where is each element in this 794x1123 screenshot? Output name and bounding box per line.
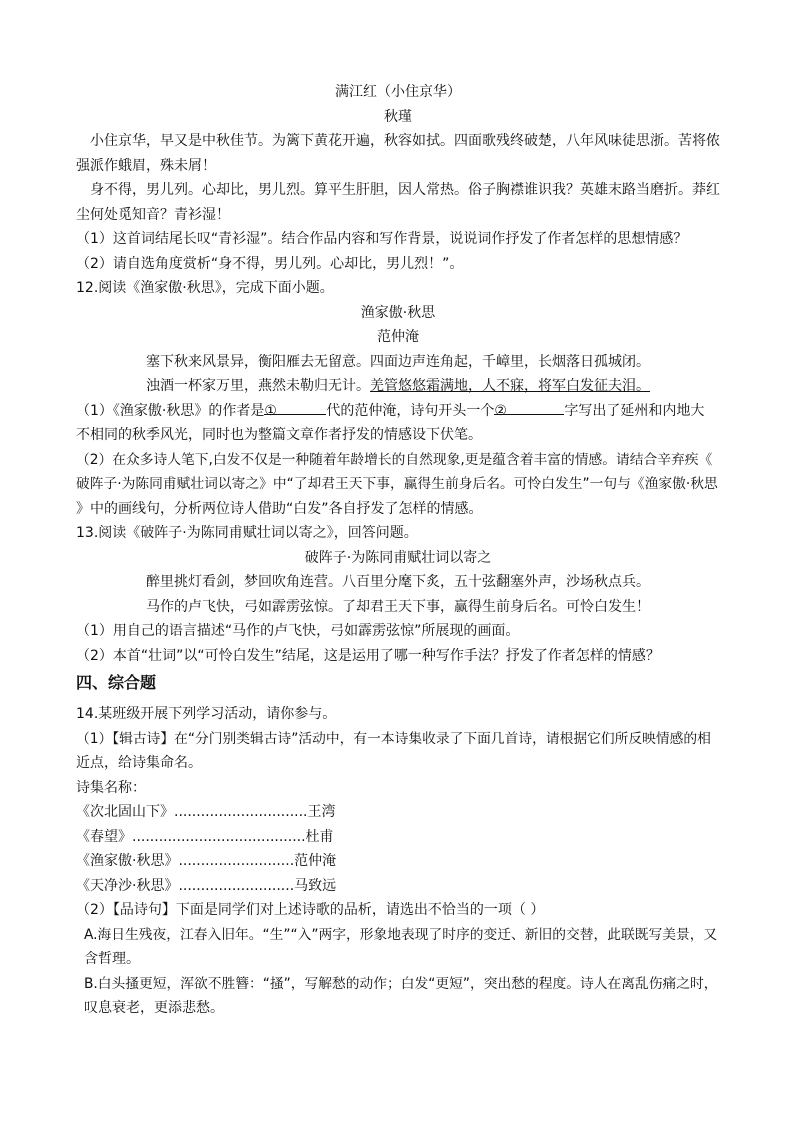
poem-author: 范仲淹 [377,329,419,345]
section-heading: 四、综合题 [76,673,157,692]
question-text [76,399,720,424]
poem-title: 破阵子·为陈同甫赋壮词以寄之 [304,549,492,566]
question-text: （2）请自选角度赏析“身不得，男儿列。心却比，男儿烈！”。 [76,255,464,272]
poem-text-line: 马作的卢飞快，弓如霹雳弦惊。了却君王天下事，赢得生前身后名。可怜白发生！ [146,598,650,615]
poem-title: 渔家傲·秋思 [360,304,436,321]
poem-title: 满江红（小住京华） [335,84,461,100]
question-text: 》中的画线句，分析两位诗人借助“白发”各自抒发了怎样的情感。 [76,500,483,517]
poem-text-line: 小住京华，早又是中秋佳节。为篱下黄花开遍，秋容如拭。四面歌残终破楚，八年风味徒思浙。苦将侬 [90,133,720,149]
question-heading: 14.某班级开展下列学习活动，请你参与。 [76,706,337,722]
question-text: （1）这首词结尾长叹“青衫湿”。结合作品内容和写作背景，说说词作抒发了作者怎样的思想情感？ [76,231,688,247]
poem-text-line: 尘何处觅知音？青衫湿！ [76,206,230,223]
poem-text-line: 强派作蛾眉，殊未屑！ [76,157,216,174]
question-text: 近点，给诗集命名。 [76,755,202,771]
poem-text-line: 塞下秋来风景异，衡阳雁去无留意。四面边声连角起，千嶂里，长烟落日孤城闭。 [146,353,650,370]
blank-number: ① [264,402,277,419]
poem-author: 秋瑾 [384,108,412,125]
question-text: （2）本首“壮词”以“可怜白发生”结尾，这是运用了哪一种写作手法？抒发了作者怎样的情感？ [76,647,660,664]
option-a: A.海日生残夜，江春入旧年。“生”“入”两字，形象地表现了时序的变迁、新旧的交替，此联既写美景，又 [84,926,718,943]
collection-name-label: 诗集名称： [76,779,146,796]
poem-text-line: 身不得，男儿列。心却比，男儿烈。算平生肝胆，因人常热。俗子胸襟谁识我？英雄末路当磨折。莽红 [90,182,720,198]
question-text: （1）【辑古诗】在“分门别类辑古诗”活动中，有一本诗集收录了下面几首诗，请根据它们所反映情感的相 [76,730,711,747]
question-text: （2）【品诗句】下面是同学们对上述诗歌的品析，请选出不恰当的一项（ ） [76,902,545,918]
underlined-line: 羌管悠悠霜满地，人不寐，将军白发征夫泪。 [370,378,650,394]
answer-blank-2[interactable] [494,399,564,419]
poem-list-item: 《春望》.......................................杜甫 [76,828,334,845]
poem-text-line [76,374,720,399]
poem-text-plain: 浊酒一杯家万里，燕然未勒归无计。 [146,378,370,394]
poem-list-item: 《渔家傲·秋思》..........................范仲淹 [76,853,337,869]
blank-number: ② [494,402,507,419]
document-body [76,80,720,1021]
answer-blank-1[interactable] [264,399,326,419]
question-text-part: （1）《渔家傲·秋思》的作者是 [76,402,265,419]
question-text: （2）在众多诗人笔下,白发不仅是一种随着年龄增长的自然现象,更是蕴含着丰富的情感。请结合辛弃疾《 [76,451,713,468]
poem-list-item: 《次北固山下》..............................王湾 [76,804,336,820]
question-heading: 13.阅读《破阵子·为陈同甫赋壮词以寄之》，回答问题。 [76,525,418,541]
question-text: （1）用自己的语言描述“马作的卢飞快，弓如霹雳弦惊”所展现的画面。 [76,623,520,639]
question-heading: 12.阅读《渔家傲·秋思》，完成下面小题。 [76,280,334,296]
option-a-continued: 含哲理。 [84,951,140,967]
question-text: 破阵子·为陈同甫赋壮词以寄之》中“了却君王天下事，赢得生前身后名。可怜白发生”一句与《渔家傲·秋思 [76,476,718,492]
question-text-part: 代的范仲淹，诗句开头一个 [326,402,495,419]
option-b-continued: 叹息衰老，更添悲愁。 [84,1000,224,1016]
question-text: 不相同的秋季风光，同时也为整篇文章作者抒发的情感设下伏笔。 [76,427,482,443]
option-b: B.白头搔更短，浑欲不胜簪：“搔”，写解愁的动作；白发“更短”，突出愁的程度。诗人在离乱伤痛之时， [84,975,718,992]
question-text-part: 字写出了延州和内地大 [564,402,705,419]
poem-list-item: 《天净沙·秋思》..........................马致远 [76,877,337,894]
poem-text-line: 醉里挑灯看剑，梦回吹角连营。八百里分麾下炙，五十弦翻塞外声，沙场秋点兵。 [146,574,650,590]
